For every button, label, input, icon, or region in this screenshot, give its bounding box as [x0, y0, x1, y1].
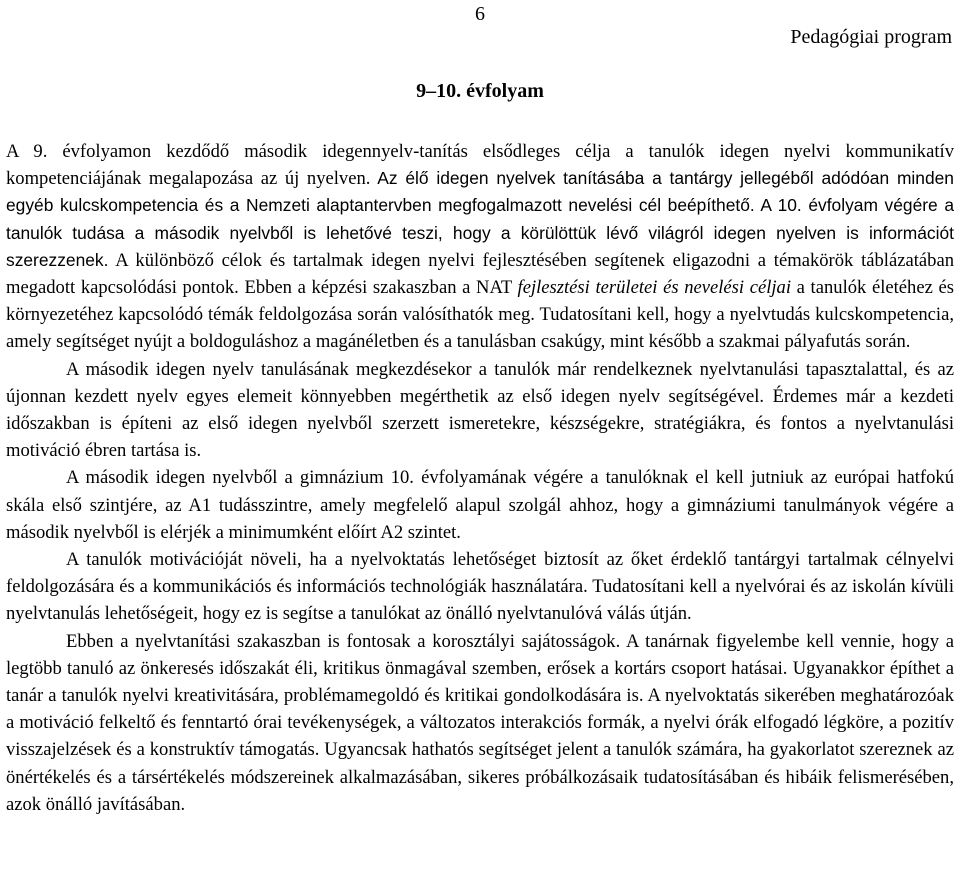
paragraph-intro [6, 138, 954, 356]
running-header-title: Pedagógiai program [790, 26, 952, 48]
italic-term: fejlesztési területei és nevelési céljai [517, 277, 792, 299]
paragraph-5: Ebben a nyelvtanítási szakaszban is fontosak a korosztályi sajátosságok. A tanárnak figyelembe kell vennie, hogy a legtöbb tanuló az önkeresés időszakát éli, kritikus önmagával szemben, erősek a kortárs csoport hatásai. Ugyanakkor építhet a tanár a tanulók nyelvi kreativitására, problémamegoldó és kritikai gondolkodására is. A nyelvoktatás sikerében meghatározóak a motiváció felkeltő és fenntartó órai tevékenységek, a változatos interakciós formák, a nyelvi órák elfogadó légköre, a pozitív visszajelzések és a konstruktív támogatás. Ugyancsak hathatós segítséget jelent a tanulók számára, ha gyakorlatot szereznek az önértékelés és a társértékelés módszereinek alkalmazásában, sikeres próbálkozásaik tudatosításában és hibáik felismerésében, azok önálló javításában. [6, 630, 954, 815]
paragraph-2: A második idegen nyelv tanulásának megkezdésekor a tanulók már rendelkeznek nyelvtanulási tapasztalattal, és az újonnan kezdett nyelv egyes elemeit könnyebben megérthetik az első idegen nyelv segítségével. Érdemes már a kezdeti időszakban is építeni az első idegen nyelvből szerzett ismeretekre, készségekre, stratégiákra, és fontos a nyelvtanulási motiváció ébren tartása is. [6, 358, 954, 462]
intro-passage-end: a tanulók életéhez és környezetéhez kapcsolódó témák feldolgozása során valósíthatók meg. Tudatosítani kell, hogy a nyelvtudás kulcskompetencia, amely segítséget nyújt a boldoguláshoz a magánéletben és a tanulásban csakúgy, mint később a szakmai pályafutás során. [6, 277, 954, 353]
paragraph-3: A második idegen nyelvből a gimnázium 10. évfolyamának végére a tanulóknak el kell jutniuk az európai hatfokú skála első szintjére, az A1 tudásszintre, amely megfelelő alapul szolgál ahhoz, hogy a gimnáziumi tanulmányok végére a második nyelvből is elérjék a minimumként előírt A2 szintet. [6, 467, 954, 543]
page-number: 6 [475, 3, 485, 25]
intro-sans-passage: Az élő idegen nyelvek tanításába a tantárgy jellegéből adódóan minden egyéb kulcskompetencia és a Nemzeti alaptantervben megfogalmazott nevelési cél beépíthető. A 10. évfolyam végére a tanulók tudása a második nyelvből is lehetővé teszi, hogy a körülöttük lévő világról idegen nyelven is információt szerezzenek. [6, 168, 954, 270]
intro-sentence: A 9. évfolyamon kezdődő második idegennyelv-tanítás elsődleges célja a tanulók idegen nyelvi kommunikatív kompetenciájának megalapozása az új nyelven. [6, 141, 954, 190]
intro-passage: A különböző célok és tartalmak idegen nyelvi fejlesztésében segítenek eligazodni a témakörök táblázatában megadott kapcsolódási pontok. Ebben a képzési szakaszban a NAT [6, 249, 954, 299]
paragraph-4: A tanulók motivációját növeli, ha a nyelvoktatás lehetőséget biztosít az őket érdeklő tantárgyi tartalmak célnyelvi feldolgozására és a kommunikációs és információs technológiák használatára. Tudatosítani kell a nyelvórai és az iskolán kívüli nyelvtanulás lehetőségeit, hogy ez is segítse a tanulókat az önálló nyelvtanulóvá válás útján. [6, 549, 954, 625]
body-text [6, 138, 954, 818]
section-heading: 9–10. évfolyam [416, 80, 544, 102]
